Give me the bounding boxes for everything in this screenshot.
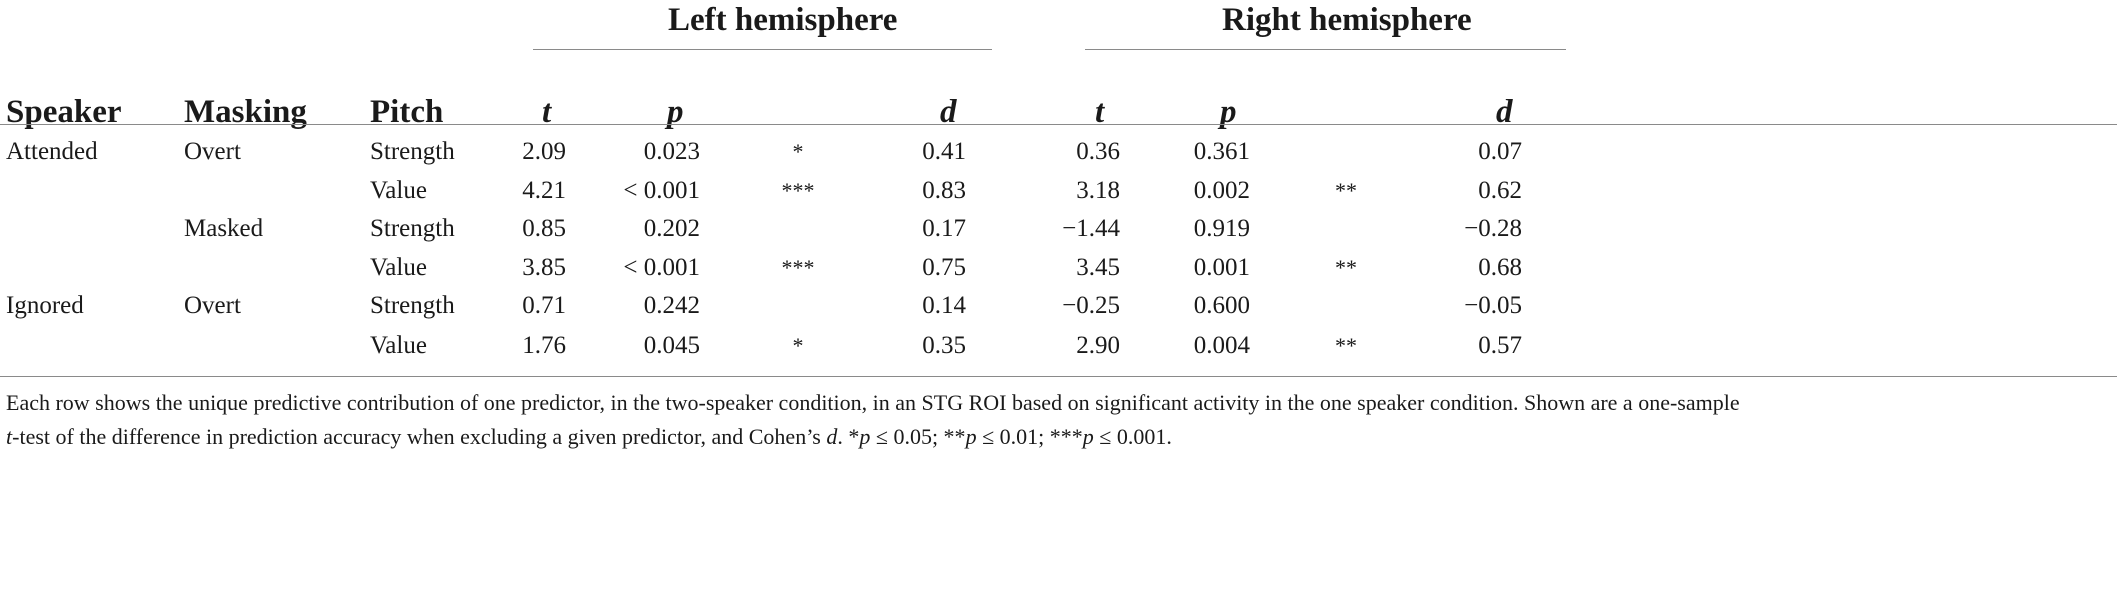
cell-masking: Overt [184, 292, 241, 319]
cell-left-d: 0.83 [922, 177, 966, 204]
col-header-pitch: Pitch [370, 94, 444, 130]
footnote-line1: Each row shows the unique predictive contribution of one predictor, in the two-speaker condition, in an STG ROI based on significant activity in the one speaker condition. Shown are a one-sample [6, 390, 1740, 415]
cell-right-sig: ** [1335, 178, 1357, 203]
left-hemisphere-header: Left hemisphere [668, 2, 898, 38]
cell-right-p: 0.002 [1193, 177, 1250, 204]
right-hemisphere-rule [1085, 49, 1566, 50]
cell-masking: Overt [184, 138, 241, 165]
cell-left-sig: * [792, 333, 804, 358]
left-hemisphere-rule [533, 49, 992, 50]
cell-left-p: < 0.001 [623, 177, 700, 204]
cell-pitch: Value [370, 332, 427, 359]
cell-left-t: 3.85 [522, 254, 566, 281]
footnote-text-b: . * [837, 424, 860, 449]
cell-right-d: 0.68 [1478, 254, 1522, 281]
cell-pitch: Strength [370, 215, 455, 242]
table-footnote [6, 386, 2106, 454]
cell-right-t: 2.90 [1076, 332, 1120, 359]
cell-left-p: 0.023 [643, 138, 700, 165]
right-hemisphere-header: Right hemisphere [1222, 2, 1472, 38]
cell-right-t: 0.36 [1076, 138, 1120, 165]
footnote-t: t [6, 424, 13, 449]
bottom-rule [0, 376, 2117, 377]
cell-left-t: 4.21 [522, 177, 566, 204]
footnote-p2: p [965, 424, 977, 449]
cell-left-sig: *** [781, 255, 815, 280]
cell-right-t: −1.44 [1062, 215, 1120, 242]
cell-left-p: 0.242 [643, 292, 700, 319]
cell-left-d: 0.14 [922, 292, 966, 319]
cell-right-d: 0.07 [1478, 138, 1522, 165]
cell-pitch: Strength [370, 292, 455, 319]
cell-right-p: 0.004 [1193, 332, 1250, 359]
cell-speaker: Ignored [6, 292, 84, 319]
cell-right-t: −0.25 [1062, 292, 1120, 319]
col-header-speaker: Speaker [6, 94, 122, 130]
header-rule [0, 124, 2117, 125]
cell-right-d: −0.05 [1464, 292, 1522, 319]
cell-left-sig: *** [781, 178, 815, 203]
cell-left-p: 0.045 [643, 332, 700, 359]
cell-right-p: 0.001 [1193, 254, 1250, 281]
cell-left-t: 1.76 [522, 332, 566, 359]
cell-left-sig: * [792, 139, 804, 164]
col-header-right-p: p [1220, 94, 1237, 130]
cell-right-sig: ** [1335, 255, 1357, 280]
cell-right-d: −0.28 [1464, 215, 1522, 242]
cell-right-p: 0.600 [1193, 292, 1250, 319]
cell-right-t: 3.45 [1076, 254, 1120, 281]
cell-pitch: Value [370, 177, 427, 204]
cell-left-d: 0.75 [922, 254, 966, 281]
cell-left-t: 0.85 [522, 215, 566, 242]
col-header-left-p: p [667, 94, 684, 130]
cell-left-d: 0.41 [922, 138, 966, 165]
footnote-p1: p [859, 424, 871, 449]
cell-left-d: 0.35 [922, 332, 966, 359]
footnote-d: d [826, 424, 838, 449]
col-header-left-d: d [940, 94, 957, 130]
col-header-left-t: t [542, 94, 552, 130]
footnote-text-d: ≤ 0.01; *** [976, 424, 1083, 449]
cell-left-t: 2.09 [522, 138, 566, 165]
cell-left-t: 0.71 [522, 292, 566, 319]
cell-left-p: < 0.001 [623, 254, 700, 281]
footnote-text-e: ≤ 0.001. [1093, 424, 1172, 449]
cell-right-p: 0.361 [1193, 138, 1250, 165]
footnote-p3: p [1082, 424, 1094, 449]
col-header-right-t: t [1095, 94, 1105, 130]
footnote-text-c: ≤ 0.05; ** [870, 424, 966, 449]
col-header-masking: Masking [184, 94, 307, 130]
cell-right-p: 0.919 [1193, 215, 1250, 242]
cell-left-p: 0.202 [643, 215, 700, 242]
cell-right-t: 3.18 [1076, 177, 1120, 204]
cell-right-d: 0.62 [1478, 177, 1522, 204]
cell-left-d: 0.17 [922, 215, 966, 242]
cell-pitch: Strength [370, 138, 455, 165]
cell-pitch: Value [370, 254, 427, 281]
cell-right-d: 0.57 [1478, 332, 1522, 359]
cell-speaker: Attended [6, 138, 98, 165]
cell-right-sig: ** [1335, 333, 1357, 358]
cell-masking: Masked [184, 215, 264, 242]
footnote-text-a: -test of the difference in prediction accuracy when excluding a given predictor, and Cohen’s [12, 424, 827, 449]
col-header-right-d: d [1496, 94, 1513, 130]
